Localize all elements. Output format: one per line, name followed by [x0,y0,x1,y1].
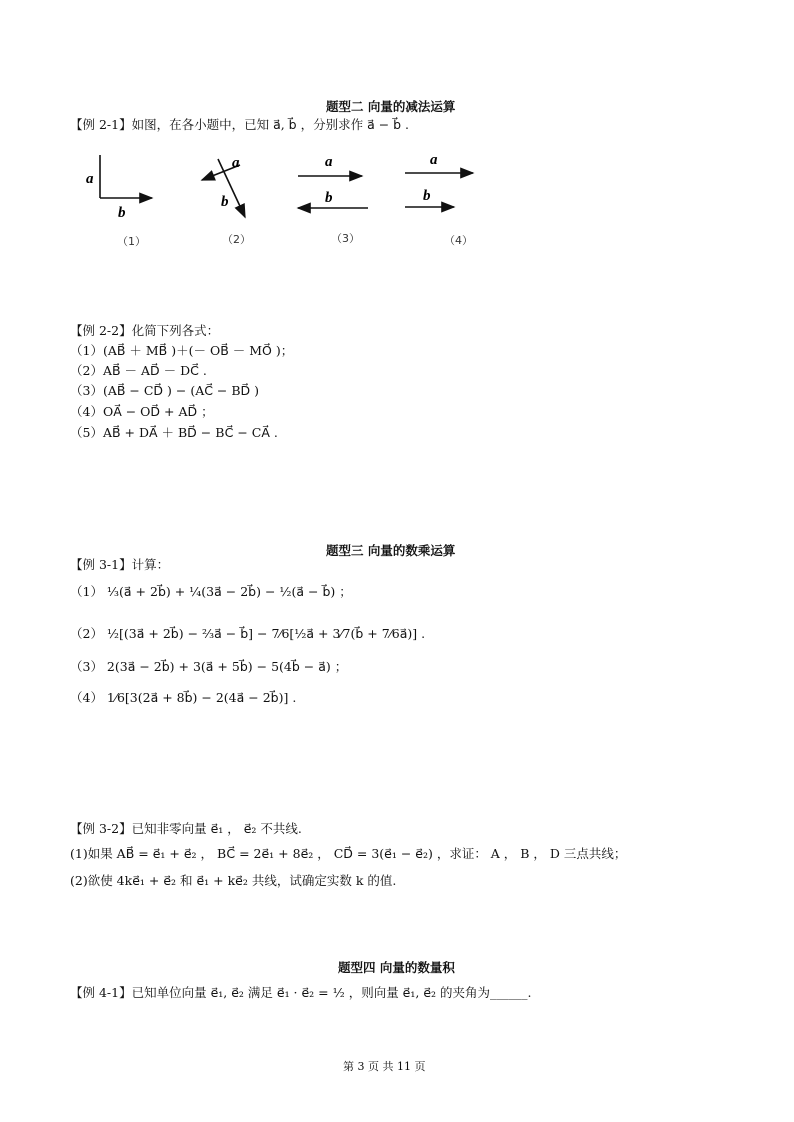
example-2-2-item-3: （3）(AB⃗ − CD⃗ ) − (AC⃗ − BD⃗ ) [70,383,260,398]
example-4-1: 【例 4-1】已知单位向量 e⃗₁, e⃗₂ 满足 e⃗₁ · e⃗₂ = ½ ，则向量 e⃗₁, e⃗₂ 的夹角为______. [70,985,532,1000]
label-a-3: a [325,154,333,170]
label-a-4: a [430,152,438,168]
label-b-2: b [221,194,229,210]
example-2-2-item-5: （5）AB⃗ + DA⃗ ＋ BD⃗ − BC⃗ − CA⃗ . [70,425,278,440]
example-2-1: 【例 2-1】如图，在各小题中，已知 a⃗, b⃗ ，分别求作 a⃗ − b⃗ . [70,117,410,132]
example-3-1-item-4: （4） 1⁄6[3(2a⃗ + 8b⃗) − 2(4a⃗ − 2b⃗)] . [70,690,297,705]
example-3-2-part-2: (2)欲使 4ke⃗₁ + e⃗₂ 和 e⃗₁ + ke⃗₂ 共线，试确定实数 k 的值. [70,873,397,888]
label-b-1: b [118,205,126,221]
section-title-4: 题型四 向量的数量积 [338,960,455,975]
figure-3 [298,154,368,208]
example-3-1-item-2: （2） ½[(3a⃗ + 2b⃗) − ⅔a⃗ − b⃗] − 7⁄6[½a⃗ + 3⁄7(b⃗ + 7⁄6a⃗)] . [70,626,426,641]
label-b-3: b [325,190,333,206]
section-title-2: 题型二 向量的减法运算 [326,99,456,114]
figure-1 [86,155,152,221]
example-3-2-part-1: (1)如果 AB⃗ = e⃗₁ + e⃗₂ ， BC⃗ = 2e⃗₁ + 8e⃗₂ ， CD⃗ = 3(e⃗₁ − e⃗₂) ，求证： A ， B ， D 三点共线； [70,846,627,861]
example-3-1-item-1: （1） ⅓(a⃗ + 2b⃗) + ¼(3a⃗ − 2b⃗) − ½(a⃗ − b⃗) ； [70,584,352,599]
example-2-2-item-2: （2）AB⃗ － AD⃗ － DC⃗ . [70,363,207,378]
example-2-2-item-4: （4）OA⃗ − OD⃗ + AD⃗ ； [70,404,214,419]
figure-label-2: （2） [222,233,251,246]
example-2-2-item-1: （1）(AB⃗ ＋ MB⃗ )＋(－ OB⃗ － MO⃗ )； [70,343,294,358]
example-3-2-stem: 【例 3-2】已知非零向量 e⃗₁ ， e⃗₂ 不共线. [70,821,302,836]
label-b-4: b [423,188,431,204]
label-a-2: a [232,155,240,171]
figure-label-1: （1） [117,235,146,248]
figure-label-3: （3） [331,232,360,245]
example-3-1-item-3: （3） 2(3a⃗ − 2b⃗) + 3(a⃗ + 5b⃗) − 5(4b⃗ − a⃗) ； [70,659,348,674]
page-footer: 第 3 页 共 11 页 [343,1060,426,1073]
figure-2 [202,155,245,217]
example-3-1-stem: 【例 3-1】计算： [70,557,170,572]
section-title-3: 题型三 向量的数乘运算 [326,543,456,558]
example-2-2-stem: 【例 2-2】化简下列各式： [70,323,220,338]
label-a-1: a [86,171,94,187]
figure-4 [405,152,473,207]
figure-label-4: （4） [444,234,473,247]
